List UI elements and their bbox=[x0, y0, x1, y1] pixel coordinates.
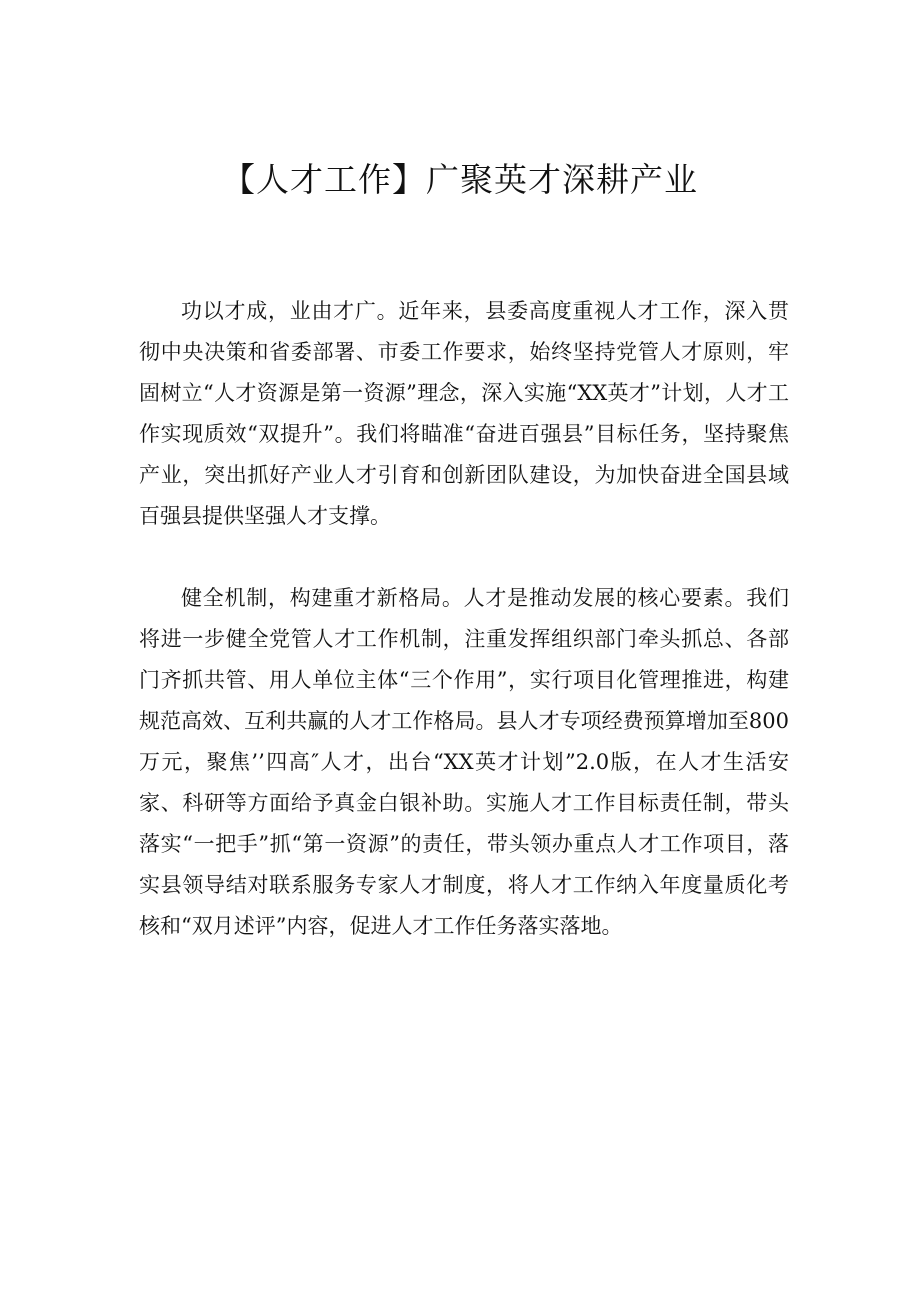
paragraph-mechanism: 健全机制，构建重才新格局。人才是推动发展的核心要素。我们将进一步健全党管人才工作机制，注重发挥组织部门牵头抓总、各部门齐抓共管、用人单位主体“三个作用”，实行项目化管理推进，构建规范高效、互利共赢的人才工作格局。县人才专项经费预算增加至800万元，聚焦’’四高″人才，出台“XX英才计划”2.0版，在人才生活安家、科研等方面给予真金白银补助。实施人才工作目标责任制，带头落实“一把手”抓“第一资源”的责任，带头领办重点人才工作项目，落实县领导结对联系服务专家人才制度，将人才工作纳入年度量质化考核和“双月述评”内容，促进人才工作任务落实落地。 bbox=[139, 586, 789, 938]
document-body bbox=[139, 291, 789, 947]
paragraph-intro: 功以才成，业由才广。近年来，县委高度重视人才工作，深入贯彻中央决策和省委部署、市委工作要求，始终坚持党管人才原则，牢固树立“人才资源是第一资源”理念，深入实施“XX英才”计划，人才工作实现质效“双提升”。我们将瞄准“奋进百强县”目标任务，坚持聚焦产业，突出抓好产业人才引育和创新团队建设，为加快奋进全国县域百强县提供坚强人才支撑。 bbox=[139, 299, 789, 528]
document-title: 【人才工作】广聚英才深耕产业 bbox=[222, 160, 698, 199]
